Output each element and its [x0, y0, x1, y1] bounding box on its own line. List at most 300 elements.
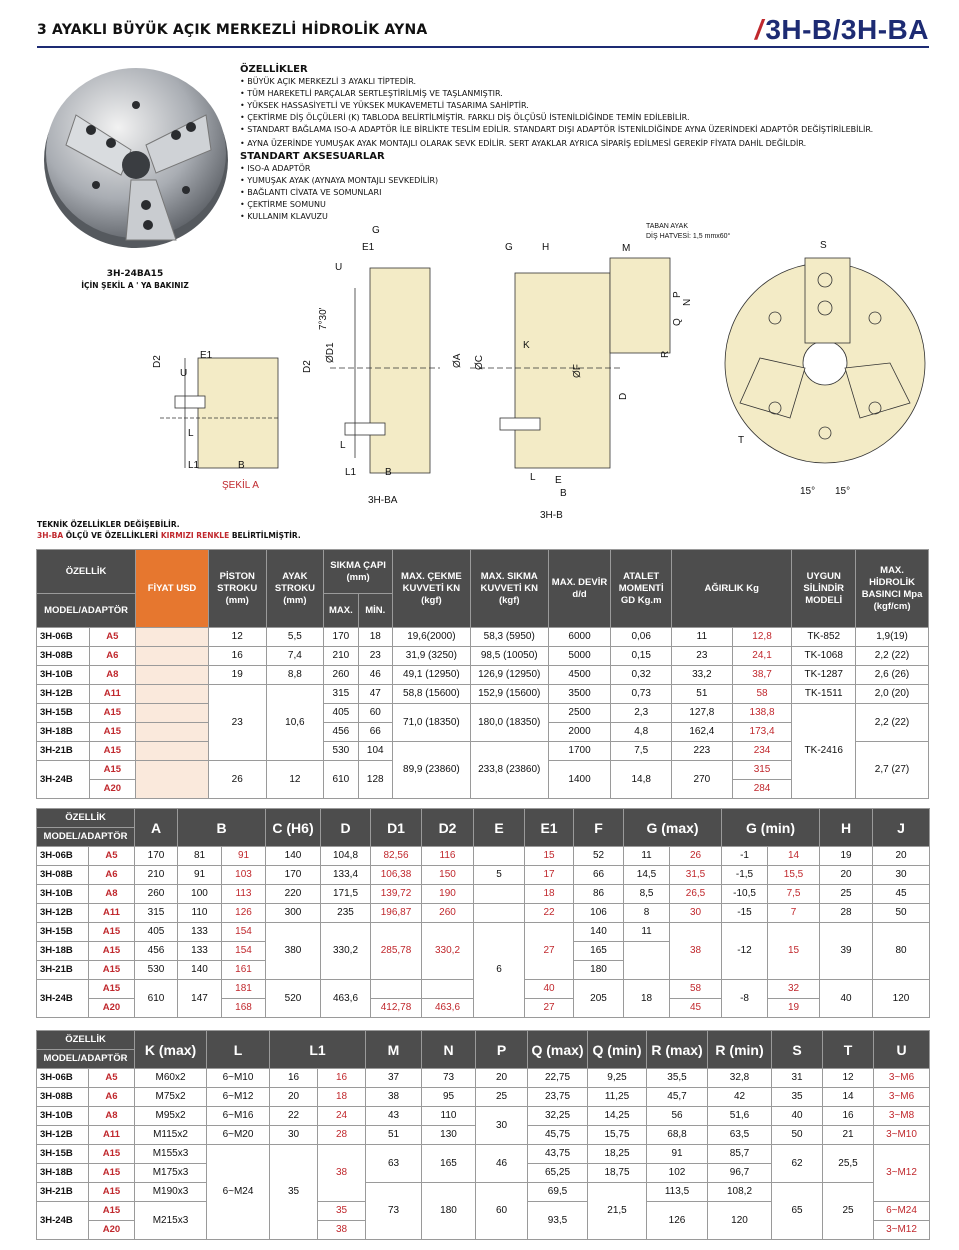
table-cell: 3H-06B — [37, 1069, 89, 1088]
svg-text:L: L — [188, 428, 194, 439]
table-cell: 6000 — [548, 628, 611, 647]
table-cell: 35 — [318, 1202, 366, 1221]
table-cell: 45,75 — [528, 1126, 588, 1145]
svg-text:L1: L1 — [188, 460, 200, 471]
table-row — [37, 904, 930, 923]
table-cell: 3H-15B — [37, 923, 89, 942]
table-cell: A11 — [89, 685, 136, 704]
table-cell: 315 — [324, 685, 358, 704]
table-cell: 102 — [647, 1164, 708, 1183]
table-cell: 62 — [772, 1145, 823, 1183]
table-cell: 3H-06B — [37, 628, 90, 647]
table-cell: 65 — [772, 1183, 823, 1240]
table-cell: 24 — [318, 1107, 366, 1126]
table-cell: 3~M10 — [874, 1126, 930, 1145]
table-cell: 2500 — [548, 704, 611, 723]
table-cell — [474, 885, 525, 904]
table-cell: A20 — [89, 780, 136, 799]
table-cell: 3H-12B — [37, 904, 89, 923]
svg-text:R: R — [660, 350, 671, 358]
table-cell: 3~M6 — [874, 1069, 930, 1088]
table-cell: 32 — [768, 980, 820, 999]
table-cell: 38,7 — [732, 666, 792, 685]
svg-text:B: B — [560, 488, 567, 499]
table-cell: 49,1 (12950) — [392, 666, 470, 685]
table-cell: 113,5 — [647, 1183, 708, 1202]
table-cell: 35 — [270, 1145, 318, 1240]
table-cell: 40 — [525, 980, 574, 999]
col-basinc: MAX. HİDROLİK BASINCI Mpa (kgf/cm) — [856, 550, 929, 628]
table-cell: A6 — [89, 1088, 135, 1107]
table-cell: 91 — [222, 847, 266, 866]
table-cell: 196,87 — [371, 904, 422, 923]
table-cell: A15 — [89, 1202, 135, 1221]
column-header: D1 — [371, 809, 422, 847]
svg-text:M: M — [622, 243, 631, 254]
table-cell: 6~M24 — [207, 1145, 270, 1240]
accessory-item: • BAĞLANTI CİVATA VE SOMUNLARI — [240, 188, 382, 197]
table-cell: 3H-15B — [37, 704, 90, 723]
column-header: E1 — [525, 809, 574, 847]
table-cell: 2,0 (20) — [856, 685, 929, 704]
column-header: A — [135, 809, 178, 847]
table-cell: 270 — [672, 761, 733, 799]
col-fiyat: FİYAT USD — [136, 550, 209, 628]
table-cell: TK-1068 — [792, 647, 856, 666]
col-min: MİN. — [358, 594, 392, 628]
table-cell: 180 — [422, 1183, 476, 1240]
table-cell: 91 — [647, 1145, 708, 1164]
col-max: MAX. — [324, 594, 358, 628]
table-cell: 58,8 (15600) — [392, 685, 470, 704]
table-cell: 190 — [422, 885, 474, 904]
table-cell: 180 — [574, 961, 624, 980]
svg-text:H: H — [542, 242, 550, 253]
table-cell: 18 — [318, 1088, 366, 1107]
svg-text:D2: D2 — [302, 360, 313, 373]
table-cell: 21 — [823, 1126, 874, 1145]
table-cell: TK-1287 — [792, 666, 856, 685]
table-cell: 103 — [222, 866, 266, 885]
table-cell: 113 — [222, 885, 266, 904]
table-cell: A15 — [89, 1183, 135, 1202]
table-cell: 6~M20 — [207, 1126, 270, 1145]
table-cell: 66 — [574, 866, 624, 885]
table-cell: A15 — [89, 742, 136, 761]
table-cell: 16 — [823, 1107, 874, 1126]
table-cell: 14,25 — [588, 1107, 647, 1126]
table-cell: 162,4 — [672, 723, 733, 742]
table-cell: 126,9 (12950) — [470, 666, 548, 685]
table-cell: 20 — [820, 866, 873, 885]
table-cell — [136, 628, 209, 647]
table-cell: 32,8 — [708, 1069, 772, 1088]
table-cell: TK-1511 — [792, 685, 856, 704]
table-cell: 11,25 — [588, 1088, 647, 1107]
table-cell: A15 — [89, 1145, 135, 1164]
table-cell: 140 — [574, 923, 624, 942]
table-cell: A15 — [89, 761, 136, 780]
table-cell: 91 — [178, 866, 222, 885]
table-cell: 3H-12B — [37, 1126, 89, 1145]
column-header: N — [422, 1031, 476, 1069]
table-cell: 45 — [873, 885, 930, 904]
svg-text:3H-BA: 3H-BA — [368, 495, 398, 506]
table-cell: 20 — [476, 1069, 528, 1088]
table-cell: 45,7 — [647, 1088, 708, 1107]
table-cell: 5,5 — [266, 628, 324, 647]
table-cell — [136, 647, 209, 666]
table-cell: 23,75 — [528, 1088, 588, 1107]
table-cell: 22 — [270, 1107, 318, 1126]
table-cell: A11 — [89, 1126, 135, 1145]
column-header: H — [820, 809, 873, 847]
table-cell: 50 — [772, 1126, 823, 1145]
table-cell: 7,5 — [768, 885, 820, 904]
column-header: R (max) — [647, 1031, 708, 1069]
table-cell: 30 — [476, 1107, 528, 1145]
svg-text:7°30': 7°30' — [318, 307, 329, 330]
column-header: R (min) — [708, 1031, 772, 1069]
table-cell: 46 — [358, 666, 392, 685]
table-cell: 51,6 — [708, 1107, 772, 1126]
feature-item: • AYNA ÜZERİNDE YUMUŞAK AYAK MONTAJLI OLARAK SEVK EDİLİR. SERT AYAKLAR AYRICA SİPARİŞ EDİLMESİ GEREKİP FİYATA DAHİL DEĞİLDİR. — [240, 139, 807, 148]
table-cell: 3~M12 — [874, 1145, 930, 1202]
table-cell: 3H-18B — [37, 723, 90, 742]
table-cell: 12,8 — [732, 628, 792, 647]
table-cell: 139,72 — [371, 885, 422, 904]
table-cell: 152,9 (15600) — [470, 685, 548, 704]
table-cell: 6~M12 — [207, 1088, 270, 1107]
table-cell: 31,5 — [670, 866, 722, 885]
table-cell: 260 — [135, 885, 178, 904]
table-cell: -15 — [722, 904, 768, 923]
table-cell: 32,25 — [528, 1107, 588, 1126]
accessory-item: • ISO-A ADAPTÖR — [240, 164, 311, 173]
table-cell: 23 — [358, 647, 392, 666]
table-cell: 150 — [422, 866, 474, 885]
features-title: ÖZELLİKLER — [240, 64, 308, 75]
table-cell: 530 — [135, 961, 178, 980]
table-cell: A15 — [89, 1164, 135, 1183]
table-cell: 165 — [422, 1145, 476, 1183]
table-cell: 73 — [422, 1069, 476, 1088]
table-row — [37, 923, 930, 942]
table-cell: 330,2 — [321, 923, 371, 980]
table-cell: A8 — [89, 666, 136, 685]
feature-item: • YÜKSEK HASSASİYETLİ VE YÜKSEK MUKAVEMETLİ TASARIMA SAHİPTİR. — [240, 101, 529, 110]
table-cell: M60x2 — [135, 1069, 207, 1088]
table-cell: 2,3 — [611, 704, 672, 723]
table-cell — [136, 761, 209, 799]
table-cell: TK-2416 — [792, 704, 856, 799]
svg-text:S: S — [820, 240, 827, 251]
table-cell: 46 — [476, 1145, 528, 1183]
table-row — [37, 1069, 930, 1088]
table-cell: 3H-24B — [37, 1202, 89, 1240]
title-rule — [37, 46, 929, 48]
table-cell: 14,8 — [611, 761, 672, 799]
table-cell: A15 — [89, 961, 135, 980]
column-header: L1 — [270, 1031, 366, 1069]
table-cell: 31 — [772, 1069, 823, 1088]
table-cell: 9,25 — [588, 1069, 647, 1088]
table-row — [37, 885, 930, 904]
table-cell: 3H-15B — [37, 1145, 89, 1164]
table-cell: 3H-10B — [37, 666, 90, 685]
table-cell: 120 — [708, 1202, 772, 1240]
column-header: J — [873, 809, 930, 847]
table-cell: 35,5 — [647, 1069, 708, 1088]
table-cell: 412,78 — [371, 999, 422, 1018]
front-section-drawing — [470, 258, 670, 468]
table-cell: 405 — [135, 923, 178, 942]
table-cell: 20 — [873, 847, 930, 866]
notes: TEKNİK ÖZELLİKLER DEĞİŞEBİLİR. 3H-BA ÖLÇÜ VE ÖZELLİKLERİ KIRMIZI RENKLE BELİRTİLMİŞTİR. — [37, 520, 301, 540]
col-agirlik: AĞIRLIK Kg — [672, 550, 792, 628]
svg-text:DİŞ HATVESİ: 1,5 mmx60°: DİŞ HATVESİ: 1,5 mmx60° — [646, 233, 731, 240]
table-cell — [136, 685, 209, 704]
page-title: 3 AYAKLI BÜYÜK AÇIK MERKEZLİ HİDROLİK AYNA — [37, 22, 428, 38]
table-cell: 100 — [178, 885, 222, 904]
table-row — [37, 647, 929, 666]
table-cell: 181 — [222, 980, 266, 999]
table-cell: 28 — [318, 1126, 366, 1145]
table-cell: 3H-21B — [37, 742, 90, 761]
table-cell: 170 — [135, 847, 178, 866]
svg-text:B: B — [385, 467, 392, 478]
table-cell: 51 — [672, 685, 733, 704]
svg-text:L1: L1 — [345, 467, 357, 478]
table-cell: 25,5 — [823, 1145, 874, 1183]
table-cell: 38 — [318, 1145, 366, 1202]
table-cell: 3H-12B — [37, 685, 90, 704]
table-cell: 98,5 (10050) — [470, 647, 548, 666]
table-cell: 71,0 (18350) — [392, 704, 470, 742]
table-cell: 133,4 — [321, 866, 371, 885]
table-cell: A8 — [89, 885, 135, 904]
column-header: G (min) — [722, 809, 820, 847]
table-cell: 3H-24B — [37, 761, 90, 799]
table-cell: 51 — [366, 1126, 422, 1145]
table-cell: 95 — [422, 1088, 476, 1107]
table-cell: 120 — [873, 980, 930, 1018]
table-cell: 8,8 — [266, 666, 324, 685]
table-cell: 20 — [270, 1088, 318, 1107]
table-cell: 26,5 — [670, 885, 722, 904]
table-cell: 27 — [525, 923, 574, 980]
col-sikma: SIKMA ÇAPI (mm) — [324, 550, 393, 594]
table-cell: 235 — [321, 904, 371, 923]
table-cell: 82,56 — [371, 847, 422, 866]
table-cell: 15 — [768, 923, 820, 980]
col-atalet: ATALET MOMENTİ GD Kg.m — [611, 550, 672, 628]
table-cell: 116 — [422, 847, 474, 866]
table-cell: 128 — [358, 761, 392, 799]
table-cell: M155x3 — [135, 1145, 207, 1164]
table-cell — [474, 847, 525, 866]
table-cell: 3H-08B — [37, 647, 90, 666]
svg-text:15°: 15° — [800, 486, 816, 497]
table-cell: 15,75 — [588, 1126, 647, 1145]
table-cell: 260 — [324, 666, 358, 685]
table-cell: 0,32 — [611, 666, 672, 685]
table-cell: 170 — [324, 628, 358, 647]
brand-title: /3H-B/3H-BA — [755, 14, 929, 45]
table-cell: 12 — [208, 628, 266, 647]
table-cell: 1400 — [548, 761, 611, 799]
table-cell: 2,7 (27) — [856, 742, 929, 799]
table-cell: A8 — [89, 1107, 135, 1126]
side-section-drawing — [330, 268, 440, 473]
table-cell: 7,5 — [611, 742, 672, 761]
table-cell: 161 — [222, 961, 266, 980]
table-cell: A15 — [89, 704, 136, 723]
table-cell: 2,2 (22) — [856, 647, 929, 666]
column-header: C (H6) — [266, 809, 321, 847]
table-cell: 18 — [624, 980, 670, 1018]
svg-text:D: D — [618, 392, 629, 400]
column-header: P — [476, 1031, 528, 1069]
table-cell: 22,75 — [528, 1069, 588, 1088]
table-cell: M75x2 — [135, 1088, 207, 1107]
table-cell: 11 — [672, 628, 733, 647]
table-cell: 26 — [208, 761, 266, 799]
table-cell: 21,5 — [588, 1183, 647, 1240]
table-cell: 1,9(19) — [856, 628, 929, 647]
table-cell: 60 — [476, 1183, 528, 1240]
table-cell: 3H-18B — [37, 1164, 89, 1183]
table-cell: 25 — [820, 885, 873, 904]
table-cell — [136, 704, 209, 723]
svg-text:TABAN AYAK: TABAN AYAK — [646, 223, 689, 230]
table-cell: 315 — [135, 904, 178, 923]
svg-text:ØA: ØA — [452, 353, 463, 368]
table-cell: 3H-10B — [37, 885, 89, 904]
svg-text:3H-B: 3H-B — [540, 510, 563, 518]
table-cell: 85,7 — [708, 1145, 772, 1164]
table-cell: 18 — [525, 885, 574, 904]
table-cell: 233,8 (23860) — [470, 742, 548, 799]
table-cell — [624, 942, 670, 980]
table-cell: 60 — [358, 704, 392, 723]
table-cell: 3H-08B — [37, 1088, 89, 1107]
table-cell: 4,8 — [611, 723, 672, 742]
svg-text:E: E — [555, 475, 562, 486]
table-cell: 108,2 — [708, 1183, 772, 1202]
table-cell: 7 — [768, 904, 820, 923]
table-cell: A5 — [89, 628, 136, 647]
col-sikmak: MAX. SIKMA KUVVETİ KN (kgf) — [470, 550, 548, 628]
table-cell: 58,3 (5950) — [470, 628, 548, 647]
table-cell: 43,75 — [528, 1145, 588, 1164]
table-cell: 260 — [422, 904, 474, 923]
table-cell: 330,2 — [422, 923, 474, 980]
table-cell: A15 — [89, 723, 136, 742]
table-cell: 50 — [873, 904, 930, 923]
table-cell: M175x3 — [135, 1164, 207, 1183]
feature-item: • ÇEKTİRME DİŞ ÖLÇÜLERİ (K) TABLODA BELİRTİLMİŞTİR. FARKLI DİŞ ÖLÇÜSÜ İSTENİLDİĞİNDE TEMİN EDİLEBİLİR. — [240, 113, 690, 122]
table-cell: 130 — [422, 1126, 476, 1145]
features-block — [240, 63, 940, 223]
table-row — [37, 866, 930, 885]
table-cell: 234 — [732, 742, 792, 761]
svg-text:N: N — [682, 298, 693, 306]
table-cell: 2,2 (22) — [856, 704, 929, 742]
svg-text:L: L — [340, 440, 346, 451]
table-cell: 69,5 — [528, 1183, 588, 1202]
table-cell: 133 — [178, 942, 222, 961]
table-cell: 40 — [820, 980, 873, 1018]
table-cell: 80 — [873, 923, 930, 980]
col-ozellik: ÖZELLİK — [37, 550, 136, 594]
table-cell: 210 — [135, 866, 178, 885]
table-cell: 7,4 — [266, 647, 324, 666]
svg-text:Q: Q — [672, 318, 683, 326]
table-cell: 0,73 — [611, 685, 672, 704]
accessories-title: STANDART AKSESUARLAR — [240, 151, 385, 162]
table-cell: 171,5 — [321, 885, 371, 904]
svg-text:ØC: ØC — [474, 355, 485, 370]
table-cell: 39 — [820, 923, 873, 980]
accessory-item: • YUMUŞAK AYAK (AYNAYA MONTAJLI SEVKEDİLİR) — [240, 176, 439, 185]
table-cell: 33,2 — [672, 666, 733, 685]
table-cell: 38 — [670, 923, 722, 980]
table-cell: A5 — [89, 847, 135, 866]
table-cell: 26 — [670, 847, 722, 866]
table-cell: 463,6 — [422, 999, 474, 1018]
column-header: Q (min) — [588, 1031, 647, 1069]
column-header: E — [474, 809, 525, 847]
table-cell: 138,8 — [732, 704, 792, 723]
table-cell: 96,7 — [708, 1164, 772, 1183]
table-cell: 8,5 — [624, 885, 670, 904]
column-header: T — [823, 1031, 874, 1069]
table-cell: A6 — [89, 866, 135, 885]
table-cell: 3H-06B — [37, 847, 89, 866]
table-cell: 610 — [324, 761, 358, 799]
table-cell: 405 — [324, 704, 358, 723]
table-cell: M115x2 — [135, 1126, 207, 1145]
table-cell: 104 — [358, 742, 392, 761]
table-cell: 284 — [732, 780, 792, 799]
table-cell: 6~M16 — [207, 1107, 270, 1126]
table-cell: A20 — [89, 1221, 135, 1240]
table-cell: 3H-21B — [37, 1183, 89, 1202]
table-cell: 19,6(2000) — [392, 628, 470, 647]
table-cell: 165 — [574, 942, 624, 961]
table-cell: 456 — [324, 723, 358, 742]
column-header: G (max) — [624, 809, 722, 847]
table-cell: 6~M10 — [207, 1069, 270, 1088]
table-row — [37, 685, 929, 704]
svg-text:15°: 15° — [835, 486, 851, 497]
table-cell: 18 — [358, 628, 392, 647]
table-cell: 285,78 — [371, 923, 422, 980]
table-cell: 12 — [266, 761, 324, 799]
feature-item: • TÜM HAREKETLİ PARÇALAR SERTLEŞTİRİLMİŞ VE TAŞLANMIŞTIR. — [240, 89, 503, 98]
table-cell: 104,8 — [321, 847, 371, 866]
table-cell: 3H-18B — [37, 942, 89, 961]
table-cell: 16 — [318, 1069, 366, 1088]
table-cell: 30 — [270, 1126, 318, 1145]
table-cell: A15 — [89, 923, 135, 942]
table-cell: 4500 — [548, 666, 611, 685]
table-cell: 47 — [358, 685, 392, 704]
svg-text:P: P — [672, 291, 683, 298]
table-cell: 15,5 — [768, 866, 820, 885]
svg-text:B: B — [238, 460, 245, 471]
